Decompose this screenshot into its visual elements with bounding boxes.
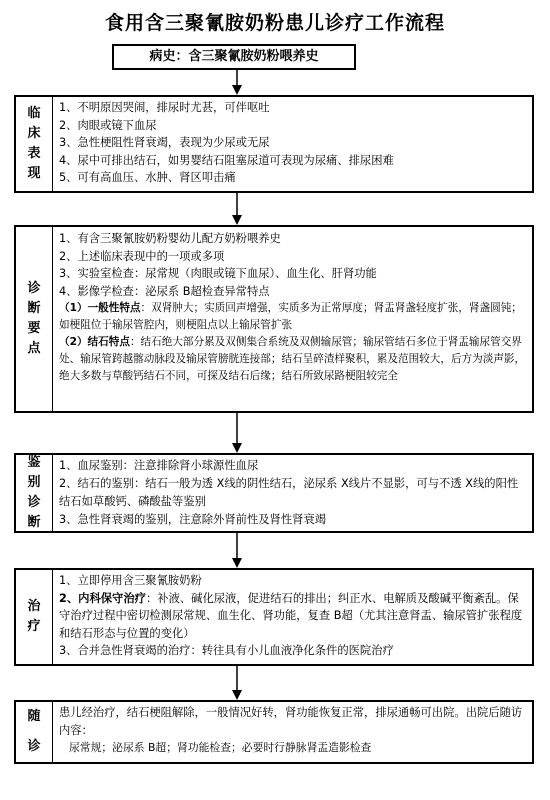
flow-arrow [232,193,242,225]
differential-item: 2、结石的鉴别：结石一般为透 X线的阴性结石，泌尿系 X线片不显影，可与不透 X线的阳性结石如草酸钙、磷酸盐等鉴别 [59,477,519,508]
flow-arrow [232,533,242,568]
stone-features-text: ：结石绝大部分累及双侧集合系统及双侧输尿管；输尿管结石多位于肾盂输尿管交界处、输尿管跨越髂动脉段及输尿管膀胱连接部；结石呈碎渣样聚积，累及范围较大，后方为淡声影，绝大多数与草酸钙结石不同，可探及结石后缘；结石所致尿路梗阻较完全 [59,336,526,382]
diagnosis-item: 4、影像学检查：泌尿系 B超检查异常特点 [59,284,270,298]
treatment-label: 治 疗 [16,570,53,664]
clinical-item: 4、尿中可排出结石，如男婴结石阻塞尿道可表现为尿痛、排尿困难 [59,153,394,167]
clinical-label: 临 床 表 现 [16,97,53,191]
followup-box [14,700,534,764]
differential-label: 鉴 别 诊 断 [16,455,53,531]
differential-item: 3、急性肾衰竭的鉴别，注意除外肾前性及肾性肾衰竭 [59,513,327,526]
flow-arrow [232,666,242,700]
stone-features-head: （2）结石特点 [59,336,130,348]
diagnosis-item: 1、有含三聚氰胺奶粉婴幼儿配方奶粉喂养史 [59,232,281,245]
general-features-head: （1）一般性特点 [59,302,141,314]
treatment-item: 3、合并急性肾衰竭的治疗：转往具有小儿血液净化条件的医院治疗 [59,644,394,657]
diagnosis-label: 诊 断 要 点 [16,227,53,411]
differential-item: 1、血尿鉴别：注意排除肾小球源性血尿 [59,459,259,472]
history-box: 病史：含三聚氰胺奶粉喂养史 [112,44,356,70]
diagnosis-item: 3、实验室检查：尿常规（肉眼或镜下血尿）、血生化、肝肾功能 [59,267,377,280]
diagnosis-box [14,225,534,413]
clinical-item: 3、急性梗阻性肾衰竭，表现为少尿或无尿 [59,136,270,149]
followup-text: 患儿经治疗，结石梗阻解除，一般情况好转，肾功能恢复正常，排尿通畅可出院。出院后随访内容： [59,706,523,737]
page-title: 食用含三聚氰胺奶粉患儿诊疗工作流程 [104,12,445,34]
flow-arrow [232,413,242,453]
treatment-conservative [59,590,526,643]
clinical-item: 5、可有高血压、水肿、肾区叩击痛 [59,171,236,184]
stone-features [59,334,526,385]
general-features [59,300,526,334]
followup-detail: 尿常规；泌尿系 B超；肾功能检查；必要时行静脉肾盂造影检查 [69,741,372,754]
treatment-conservative-head: 2、内科保守治疗 [59,591,146,605]
general-features-text: ：双肾肿大；实质回声增强，实质多为正常厚度；肾盂肾盏轻度扩张，肾盏圆钝；如梗阻位于输尿管腔内，则梗阻点以上输尿管扩张 [59,302,522,331]
clinical-item: 1、不明原因哭闹，排尿时尤甚，可伴呕吐 [59,101,270,114]
diagnosis-item: 2、上述临床表现中的一项或多项 [59,249,225,263]
followup-label: 随 诊 [16,702,53,762]
clinical-box [14,95,534,193]
flow-arrow [232,70,242,95]
treatment-item: 1、立即停用含三聚氰胺奶粉 [59,574,202,587]
treatment-conservative-text: ：补液、碱化尿液，促进结石的排出；纠正水、电解质及酸碱平衡紊乱。保守治疗过程中密切检测尿常规、血生化、肾功能，复查 B超（尤其注意肾盂、输尿管扩张程度和结石形态与位置的变化） [59,591,523,640]
clinical-item: 2、肉眼或镜下血尿 [59,118,157,132]
treatment-box [14,568,534,666]
differential-box [14,453,534,533]
